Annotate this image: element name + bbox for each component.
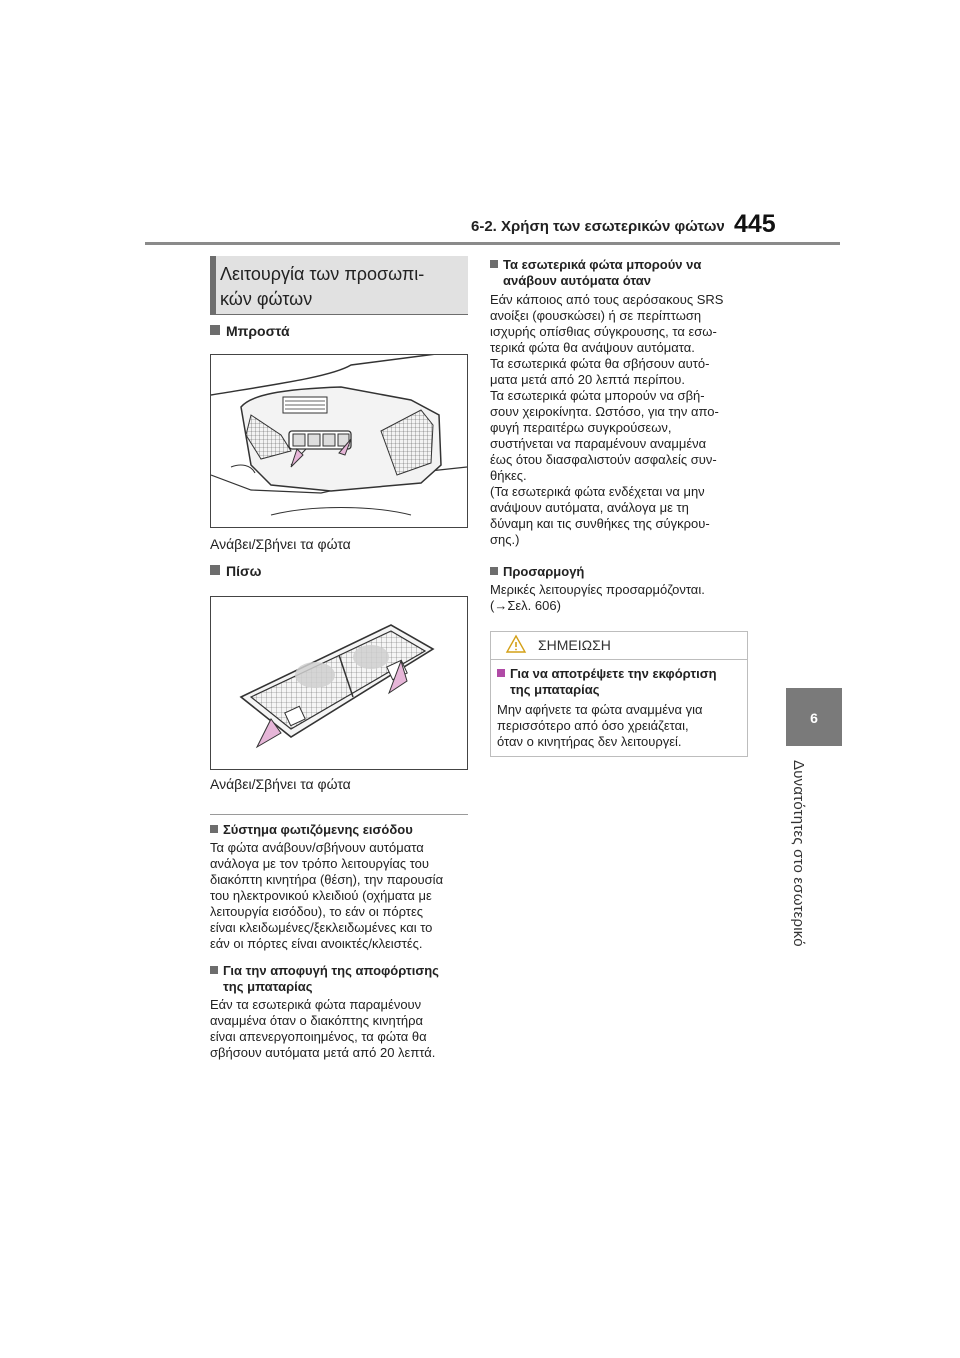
bullet-square-icon xyxy=(210,966,218,974)
bullet-square-icon xyxy=(210,325,220,335)
bullet-square-icon xyxy=(490,260,498,268)
chapter-title-vertical: Δυνατότητες στο εσωτερικό xyxy=(790,760,807,947)
front-console-drawing xyxy=(211,355,467,527)
notice-header-divider xyxy=(490,659,748,660)
rear-label: Πίσω xyxy=(210,563,261,579)
chapter-number: 6 xyxy=(810,710,818,726)
section-title-line2: κών φώτων xyxy=(220,289,313,309)
front-label: Μπροστά xyxy=(210,323,290,339)
front-light-illustration xyxy=(210,354,468,528)
bullet-square-icon xyxy=(210,825,218,833)
auto-on-text: Εάν κάποιος από τους αερόσακους SRS ανοίξει (φουσκώσει) ή σε περίπτωση ισχυρής οπίσθιας σύγκρουσης, τα εσω- τερικά φώτα θα ανάψουν αυτόματα. Τα εσωτερικά φώτα θα σβήσουν αυτό- ματα μετά από 20 λεπτά περίπου. Τα εσωτερικά φώτα μπορούν να σβή- σουν χειροκίνητα. Ωστόσο, για την απο- φυγή περαιτέρω συγκρούσεων, συστήνεται να παραμένουν αναμμένα έως ότου διασφαλιστούν ασφαλείς συν- θήκες. (Τα εσωτερικά φώτα ενδέχεται να μην ανάψουν αυτόματα, ανάλογα με τη δύναμη και τις συνθήκες της σύγκρου- σης.) xyxy=(490,292,724,547)
front-caption: Ανάβει/Σβήνει τα φώτα xyxy=(210,536,351,552)
battery-saver-heading: Για την αποφυγή της αποφόρτισης της μπαταρίας xyxy=(210,963,439,994)
rear-lamp-drawing xyxy=(211,597,467,769)
section-title-underline xyxy=(210,314,468,315)
header-divider xyxy=(145,242,840,245)
section-title xyxy=(220,262,460,312)
battery-saver-text: Εάν τα εσωτερικά φώτα παραμένουν αναμμένα όταν ο διακόπτης κινητήρα είναι απενεργοποιημένος, τα φώτα θα σβήσουν αυτόματα μετά από 20 λεπτά. xyxy=(210,997,436,1060)
entry-system-text: Τα φώτα ανάβουν/σβήνουν αυτόματα ανάλογα με τον τρόπο λειτουργίας του διακόπτη κινητήρα (θέση), την παρουσία του ηλεκτρονικού κλειδιού (οχήματα με λειτουργία εισόδου), το εάν οι πόρτες είναι κλειδωμένες/ξεκλειδωμένες και το εάν οι πόρτες είναι ανοικτές/κλειστές. xyxy=(210,840,444,951)
page-number: 445 xyxy=(734,210,776,238)
customization-text: Μερικές λειτουργίες προσαρμόζονται. (→Σελ. 606) xyxy=(490,582,705,613)
entry-system-heading: Σύστημα φωτιζόμενης εισόδου xyxy=(210,822,413,838)
running-header-title: 6-2. Χρήση των εσωτερικών φώτων xyxy=(471,218,725,235)
bullet-square-icon xyxy=(497,669,505,677)
section-title-line1: Λειτουργία των προσωπι- xyxy=(220,264,425,284)
auto-on-heading: Τα εσωτερικά φώτα μπορούν να ανάβουν αυτόματα όταν xyxy=(490,257,701,288)
rear-light-illustration xyxy=(210,596,468,770)
section-divider xyxy=(210,814,468,815)
notice-heading: Για να αποτρέψετε την εκφόρτιση της μπαταρίας xyxy=(497,666,717,697)
rear-caption: Ανάβει/Σβήνει τα φώτα xyxy=(210,776,351,792)
bullet-square-icon xyxy=(210,565,220,575)
warning-triangle-icon xyxy=(505,634,527,654)
notice-text: Μην αφήνετε τα φώτα αναμμένα για περισσότερο από όσο χρειάζεται, όταν ο κινητήρας δεν λειτουργεί. xyxy=(497,702,703,749)
bullet-square-icon xyxy=(490,567,498,575)
notice-title: ΣΗΜΕΙΩΣΗ xyxy=(538,637,611,653)
customization-heading: Προσαρμογή xyxy=(490,564,584,580)
